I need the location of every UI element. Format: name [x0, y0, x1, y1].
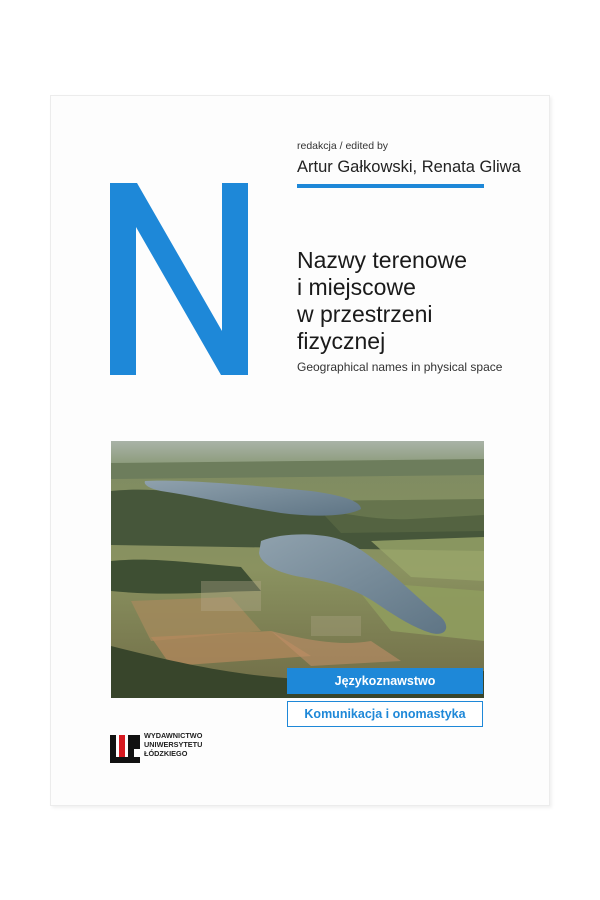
editor-label: redakcja / edited by: [297, 140, 389, 152]
publisher-name: [144, 731, 202, 758]
publisher-line: UNIWERSYTETU: [144, 740, 203, 749]
big-letter-n: [110, 183, 248, 375]
book-cover: [50, 95, 550, 806]
aerial-lake-photo: [111, 441, 484, 698]
book-subtitle: Geographical names in physical space: [297, 360, 503, 374]
editor-underline: [297, 184, 484, 188]
title-line: w przestrzeni: [297, 301, 433, 327]
publisher-line: WYDAWNICTWO: [144, 731, 203, 740]
title-line: fizycznej: [297, 328, 386, 354]
publisher-line: ŁÓDZKIEGO: [144, 749, 188, 758]
editors-names: Artur Gałkowski, Renata Gliwa: [297, 158, 521, 176]
publisher-logo-icon: [110, 735, 140, 765]
category-tag-secondary: Komunikacja i onomastyka: [287, 701, 483, 727]
title-line: i miejscowe: [297, 274, 416, 300]
title-line: Nazwy terenowe: [297, 247, 468, 273]
category-tag-primary: Językoznawstwo: [287, 668, 483, 694]
book-title: [297, 247, 537, 355]
